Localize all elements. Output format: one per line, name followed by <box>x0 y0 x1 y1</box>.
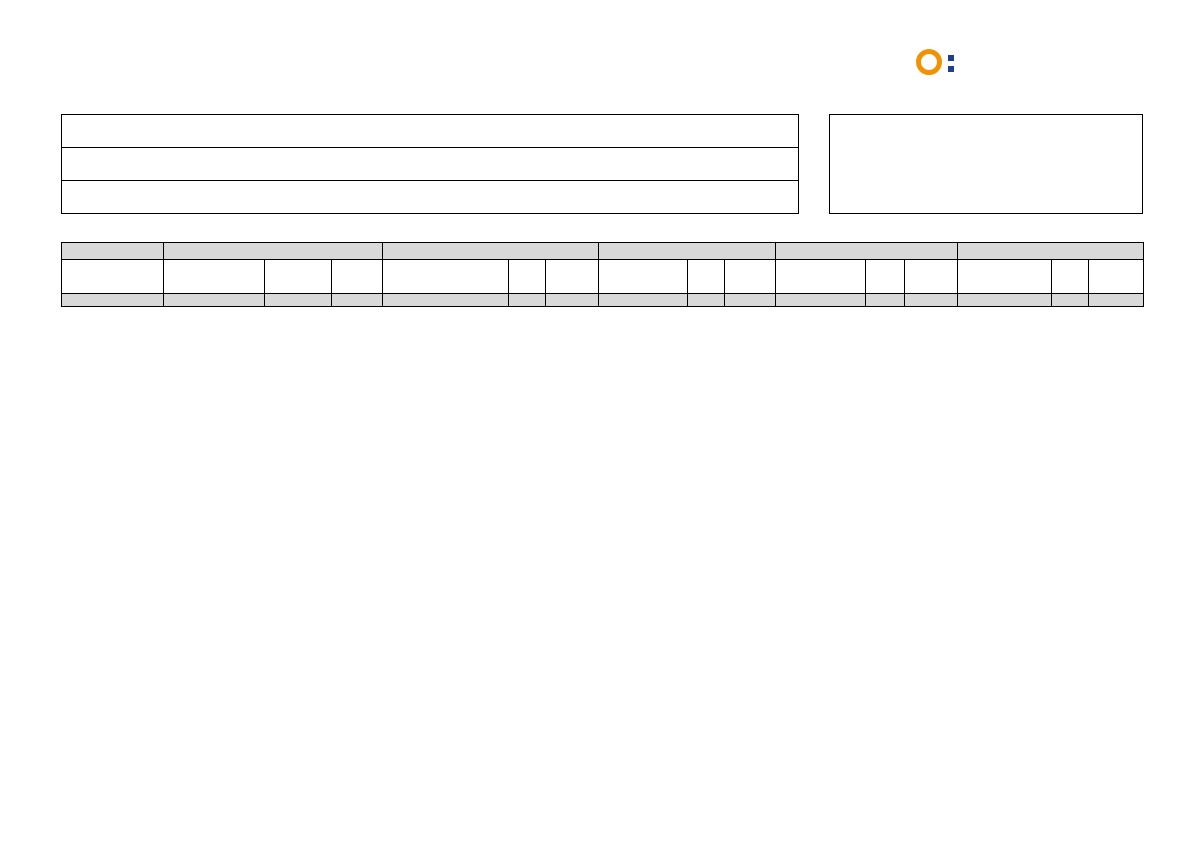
subheader-room <box>332 260 383 294</box>
logo-colon-icon <box>948 55 954 72</box>
header-tuesday <box>383 243 599 260</box>
subheader-subject <box>164 260 265 294</box>
student-info-box <box>61 114 799 214</box>
subheader-hours <box>62 260 164 294</box>
subheader-subject <box>958 260 1052 294</box>
subheader-room <box>546 260 599 294</box>
header-lestijden <box>62 243 164 260</box>
logo-a-icon <box>916 49 942 75</box>
subheader-subject <box>383 260 509 294</box>
subheader-class <box>866 260 905 294</box>
period-info-box <box>829 114 1143 214</box>
artevelde-logo <box>916 40 1141 100</box>
subheader-class <box>688 260 725 294</box>
subheader-row <box>62 260 1144 294</box>
subheader-room <box>905 260 958 294</box>
header-friday <box>958 243 1144 260</box>
day-header-row <box>62 243 1144 260</box>
supervisor-line <box>62 148 798 181</box>
subheader-room <box>725 260 776 294</box>
school-line <box>62 181 798 213</box>
subheader-room <box>1089 260 1144 294</box>
schedule-table <box>61 242 1144 307</box>
subheader-subject <box>776 260 866 294</box>
header-wednesday <box>599 243 776 260</box>
header-monday <box>164 243 383 260</box>
break-row <box>62 294 1144 307</box>
header-thursday <box>776 243 958 260</box>
student-name-line <box>62 115 798 148</box>
subheader-class <box>509 260 546 294</box>
subheader-subject <box>599 260 688 294</box>
subheader-class <box>265 260 332 294</box>
subheader-class <box>1052 260 1089 294</box>
